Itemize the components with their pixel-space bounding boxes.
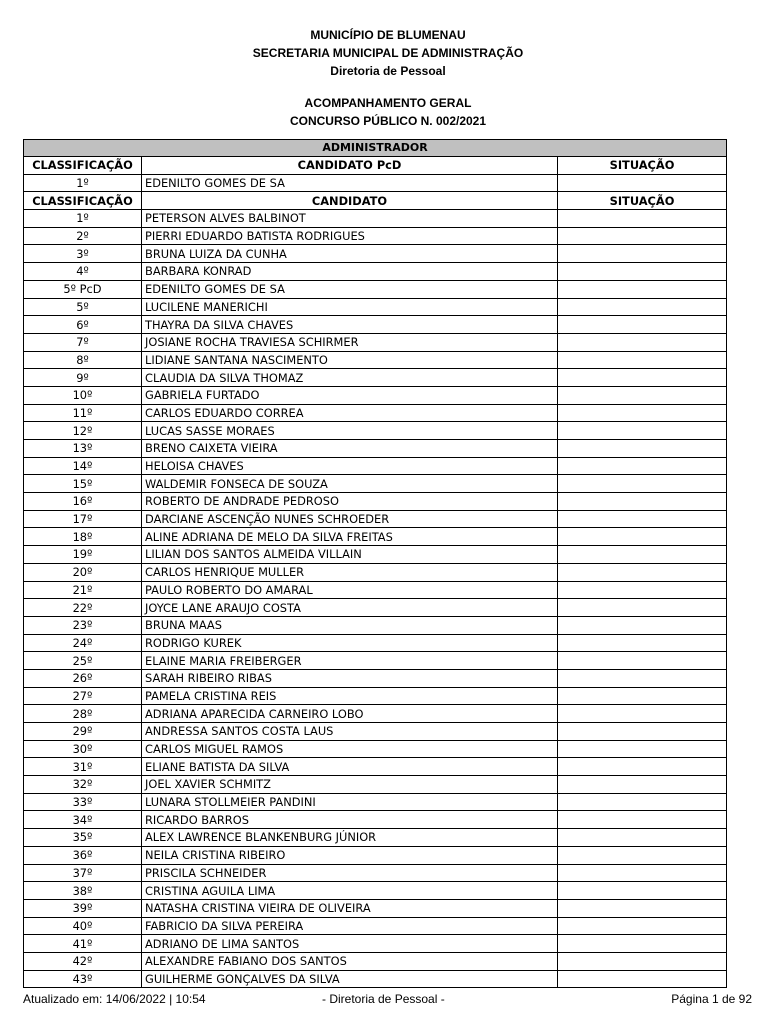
status-cell bbox=[558, 705, 727, 723]
classification-cell: 11º bbox=[24, 404, 142, 422]
status-cell bbox=[558, 776, 727, 794]
candidate-cell: EDENILTO GOMES DE SA bbox=[142, 280, 558, 298]
rows-row bbox=[24, 263, 727, 281]
status-cell bbox=[558, 210, 727, 228]
status-cell bbox=[558, 864, 727, 882]
candidate-cell: BRUNA LUIZA DA CUNHA bbox=[142, 245, 558, 263]
rows-row bbox=[24, 369, 727, 387]
classification-cell: 3º bbox=[24, 245, 142, 263]
rows-row bbox=[24, 351, 727, 369]
rows-row bbox=[24, 829, 727, 847]
classification-cell: 27º bbox=[24, 687, 142, 705]
status-cell bbox=[558, 811, 727, 829]
candidate-cell: NEILA CRISTINA RIBEIRO bbox=[142, 846, 558, 864]
rows-row bbox=[24, 882, 727, 900]
rows-row bbox=[24, 386, 727, 404]
status-cell bbox=[558, 616, 727, 634]
classification-cell: 23º bbox=[24, 616, 142, 634]
classification-cell: 43º bbox=[24, 970, 142, 988]
status-cell bbox=[558, 351, 727, 369]
candidate-cell: THAYRA DA SILVA CHAVES bbox=[142, 316, 558, 334]
candidate-cell: CRISTINA AGUILA LIMA bbox=[142, 882, 558, 900]
document-header bbox=[0, 26, 768, 130]
rows-row bbox=[24, 616, 727, 634]
status-cell bbox=[558, 793, 727, 811]
classification-cell: 26º bbox=[24, 669, 142, 687]
rows-row bbox=[24, 970, 727, 988]
status-cell bbox=[558, 245, 727, 263]
status-cell bbox=[558, 882, 727, 900]
status-cell bbox=[558, 440, 727, 458]
candidate-cell: CARLOS HENRIQUE MULLER bbox=[142, 563, 558, 581]
rows-row bbox=[24, 245, 727, 263]
rows-row bbox=[24, 811, 727, 829]
status-cell bbox=[558, 599, 727, 617]
candidate-cell: PRISCILA SCHNEIDER bbox=[142, 864, 558, 882]
candidate-cell: RICARDO BARROS bbox=[142, 811, 558, 829]
rows-row bbox=[24, 440, 727, 458]
rows-row bbox=[24, 740, 727, 758]
rows-row bbox=[24, 669, 727, 687]
table-title-row bbox=[24, 140, 727, 157]
status-cell bbox=[558, 174, 727, 192]
classification-cell: 1º bbox=[24, 210, 142, 228]
status-cell bbox=[558, 740, 727, 758]
status-cell bbox=[558, 829, 727, 847]
rows-row bbox=[24, 652, 727, 670]
rows-row bbox=[24, 298, 727, 316]
candidate-cell: PAMELA CRISTINA REIS bbox=[142, 687, 558, 705]
footer-page: Página 1 de 92 bbox=[671, 992, 752, 1006]
pcd-header-row bbox=[24, 157, 727, 175]
rows-row bbox=[24, 510, 727, 528]
candidate-cell: ADRIANA APARECIDA CARNEIRO LOBO bbox=[142, 705, 558, 723]
candidate-cell: CLAUDIA DA SILVA THOMAZ bbox=[142, 369, 558, 387]
classification-cell: 28º bbox=[24, 705, 142, 723]
rows-row bbox=[24, 457, 727, 475]
status-cell bbox=[558, 563, 727, 581]
status-cell bbox=[558, 687, 727, 705]
classification-table bbox=[23, 139, 727, 988]
rows-row bbox=[24, 493, 727, 511]
rows-row bbox=[24, 917, 727, 935]
classification-cell: 19º bbox=[24, 546, 142, 564]
candidate-cell: HELOISA CHAVES bbox=[142, 457, 558, 475]
candidate-cell: ALINE ADRIANA DE MELO DA SILVA FREITAS bbox=[142, 528, 558, 546]
classification-cell: 21º bbox=[24, 581, 142, 599]
candidate-cell: CARLOS EDUARDO CORREA bbox=[142, 404, 558, 422]
status-cell bbox=[558, 298, 727, 316]
status-cell bbox=[558, 634, 727, 652]
classification-cell: 22º bbox=[24, 599, 142, 617]
candidate-cell: ELAINE MARIA FREIBERGER bbox=[142, 652, 558, 670]
candidate-cell: JOSIANE ROCHA TRAVIESA SCHIRMER bbox=[142, 333, 558, 351]
status-cell bbox=[558, 404, 727, 422]
directorate-title: Diretoria de Pessoal bbox=[330, 64, 446, 78]
candidate-cell: EDENILTO GOMES DE SA bbox=[142, 174, 558, 192]
status-cell bbox=[558, 528, 727, 546]
header-classification: CLASSIFICAÇÃO bbox=[24, 192, 142, 210]
candidate-cell: NATASHA CRISTINA VIEIRA DE OLIVEIRA bbox=[142, 899, 558, 917]
candidate-cell: LUNARA STOLLMEIER PANDINI bbox=[142, 793, 558, 811]
candidate-cell: ALEXANDRE FABIANO DOS SANTOS bbox=[142, 952, 558, 970]
rows-row bbox=[24, 563, 727, 581]
status-cell bbox=[558, 422, 727, 440]
candidate-cell: FABRICIO DA SILVA PEREIRA bbox=[142, 917, 558, 935]
status-cell bbox=[558, 475, 727, 493]
rows-row bbox=[24, 776, 727, 794]
rows-row bbox=[24, 864, 727, 882]
status-cell bbox=[558, 493, 727, 511]
status-cell bbox=[558, 227, 727, 245]
candidate-cell: LUCAS SASSE MORAES bbox=[142, 422, 558, 440]
classification-cell: 2º bbox=[24, 227, 142, 245]
rows-row bbox=[24, 333, 727, 351]
classification-cell: 40º bbox=[24, 917, 142, 935]
contest-title: CONCURSO PÚBLICO N. 002/2021 bbox=[289, 114, 487, 128]
status-cell bbox=[558, 899, 727, 917]
pcd-header-classification: CLASSIFICAÇÃO bbox=[24, 157, 142, 175]
classification-cell: 15º bbox=[24, 475, 142, 493]
rows-row bbox=[24, 316, 727, 334]
classification-cell: 17º bbox=[24, 510, 142, 528]
rows-row bbox=[24, 546, 727, 564]
rows-row bbox=[24, 422, 727, 440]
status-cell bbox=[558, 457, 727, 475]
candidate-cell: RODRIGO KUREK bbox=[142, 634, 558, 652]
position-title: ADMINISTRADOR bbox=[24, 140, 727, 157]
candidate-cell: LIDIANE SANTANA NASCIMENTO bbox=[142, 351, 558, 369]
classification-cell: 33º bbox=[24, 793, 142, 811]
classification-cell: 5º PcD bbox=[24, 280, 142, 298]
status-cell bbox=[558, 758, 727, 776]
rows-row bbox=[24, 634, 727, 652]
candidate-cell: DARCIANE ASCENÇÃO NUNES SCHROEDER bbox=[142, 510, 558, 528]
candidate-cell: GABRIELA FURTADO bbox=[142, 386, 558, 404]
pcd_rows-row bbox=[24, 174, 727, 192]
report-title: ACOMPANHAMENTO GERAL bbox=[304, 96, 472, 110]
status-cell bbox=[558, 846, 727, 864]
candidate-cell: LILIAN DOS SANTOS ALMEIDA VILLAIN bbox=[142, 546, 558, 564]
status-cell bbox=[558, 669, 727, 687]
classification-cell: 8º bbox=[24, 351, 142, 369]
classification-cell: 10º bbox=[24, 386, 142, 404]
status-cell bbox=[558, 280, 727, 298]
rows-row bbox=[24, 280, 727, 298]
classification-cell: 9º bbox=[24, 369, 142, 387]
classification-cell: 1º bbox=[24, 174, 142, 192]
classification-cell: 34º bbox=[24, 811, 142, 829]
rows-row bbox=[24, 581, 727, 599]
status-cell bbox=[558, 546, 727, 564]
main-header-row bbox=[24, 192, 727, 210]
rows-row bbox=[24, 528, 727, 546]
candidate-cell: PETERSON ALVES BALBINOT bbox=[142, 210, 558, 228]
rows-row bbox=[24, 705, 727, 723]
status-cell bbox=[558, 316, 727, 334]
status-cell bbox=[558, 333, 727, 351]
candidate-cell: JOEL XAVIER SCHMITZ bbox=[142, 776, 558, 794]
classification-cell: 36º bbox=[24, 846, 142, 864]
pcd-header-status: SITUAÇÃO bbox=[558, 157, 727, 175]
status-cell bbox=[558, 935, 727, 953]
classification-cell: 6º bbox=[24, 316, 142, 334]
header-candidate: CANDIDATO bbox=[142, 192, 558, 210]
classification-cell: 32º bbox=[24, 776, 142, 794]
rows-row bbox=[24, 793, 727, 811]
status-cell bbox=[558, 510, 727, 528]
rows-row bbox=[24, 475, 727, 493]
candidate-cell: ALEX LAWRENCE BLANKENBURG JÚNIOR bbox=[142, 829, 558, 847]
footer-center: - Diretoria de Pessoal - bbox=[322, 992, 445, 1006]
municipality-title: MUNICÍPIO DE BLUMENAU bbox=[310, 28, 466, 42]
classification-cell: 13º bbox=[24, 440, 142, 458]
classification-cell: 38º bbox=[24, 882, 142, 900]
classification-cell: 41º bbox=[24, 935, 142, 953]
pcd-header-candidate: CANDIDATO PcD bbox=[142, 157, 558, 175]
status-cell bbox=[558, 263, 727, 281]
classification-cell: 16º bbox=[24, 493, 142, 511]
rows-row bbox=[24, 723, 727, 741]
rows-row bbox=[24, 404, 727, 422]
classification-cell: 42º bbox=[24, 952, 142, 970]
classification-cell: 12º bbox=[24, 422, 142, 440]
classification-cell: 4º bbox=[24, 263, 142, 281]
classification-cell: 20º bbox=[24, 563, 142, 581]
rows-row bbox=[24, 935, 727, 953]
classification-cell: 24º bbox=[24, 634, 142, 652]
status-cell bbox=[558, 970, 727, 988]
classification-cell: 35º bbox=[24, 829, 142, 847]
rows-row bbox=[24, 210, 727, 228]
candidate-cell: JOYCE LANE ARAUJO COSTA bbox=[142, 599, 558, 617]
candidate-cell: CARLOS MIGUEL RAMOS bbox=[142, 740, 558, 758]
footer-updated: Atualizado em: 14/06/2022 | 10:54 bbox=[23, 992, 206, 1006]
candidate-cell: GUILHERME GONÇALVES DA SILVA bbox=[142, 970, 558, 988]
classification-cell: 25º bbox=[24, 652, 142, 670]
secretariat-title: SECRETARIA MUNICIPAL DE ADMINISTRAÇÃO bbox=[252, 46, 524, 60]
rows-row bbox=[24, 687, 727, 705]
status-cell bbox=[558, 369, 727, 387]
candidate-cell: BARBARA KONRAD bbox=[142, 263, 558, 281]
header-status: SITUAÇÃO bbox=[558, 192, 727, 210]
status-cell bbox=[558, 723, 727, 741]
candidate-cell: ANDRESSA SANTOS COSTA LAUS bbox=[142, 723, 558, 741]
candidate-cell: PIERRI EDUARDO BATISTA RODRIGUES bbox=[142, 227, 558, 245]
status-cell bbox=[558, 917, 727, 935]
candidate-cell: BRENO CAIXETA VIEIRA bbox=[142, 440, 558, 458]
candidate-cell: BRUNA MAAS bbox=[142, 616, 558, 634]
classification-cell: 39º bbox=[24, 899, 142, 917]
rows-row bbox=[24, 846, 727, 864]
classification-cell: 5º bbox=[24, 298, 142, 316]
rows-row bbox=[24, 952, 727, 970]
classification-cell: 37º bbox=[24, 864, 142, 882]
candidate-cell: PAULO ROBERTO DO AMARAL bbox=[142, 581, 558, 599]
status-cell bbox=[558, 652, 727, 670]
status-cell bbox=[558, 386, 727, 404]
rows-row bbox=[24, 599, 727, 617]
classification-cell: 7º bbox=[24, 333, 142, 351]
rows-row bbox=[24, 227, 727, 245]
classification-cell: 18º bbox=[24, 528, 142, 546]
candidate-cell: ADRIANO DE LIMA SANTOS bbox=[142, 935, 558, 953]
candidate-cell: ROBERTO DE ANDRADE PEDROSO bbox=[142, 493, 558, 511]
classification-cell: 30º bbox=[24, 740, 142, 758]
candidate-cell: ELIANE BATISTA DA SILVA bbox=[142, 758, 558, 776]
rows-row bbox=[24, 758, 727, 776]
candidate-cell: WALDEMIR FONSECA DE SOUZA bbox=[142, 475, 558, 493]
candidate-cell: LUCILENE MANERICHI bbox=[142, 298, 558, 316]
rows-row bbox=[24, 899, 727, 917]
classification-cell: 14º bbox=[24, 457, 142, 475]
classification-cell: 29º bbox=[24, 723, 142, 741]
status-cell bbox=[558, 952, 727, 970]
classification-cell: 31º bbox=[24, 758, 142, 776]
status-cell bbox=[558, 581, 727, 599]
candidate-cell: SARAH RIBEIRO RIBAS bbox=[142, 669, 558, 687]
